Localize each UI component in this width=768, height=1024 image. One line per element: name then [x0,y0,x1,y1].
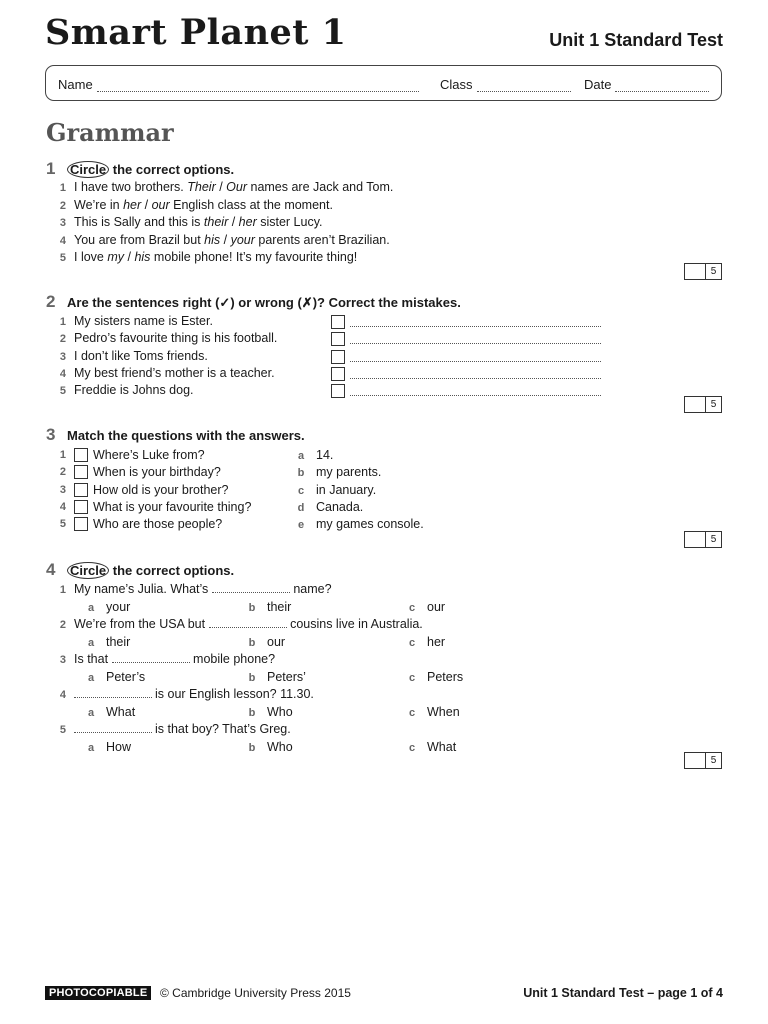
option-text: When [427,704,460,719]
text-after: sister Lucy. [256,215,323,229]
option-1[interactable]: Their [187,180,216,194]
item-text: I don’t like Toms friends. [74,348,208,363]
option-letter: b [248,636,256,649]
item-text [74,652,275,666]
exercise-item [56,366,275,380]
answer-letter: d [297,501,305,514]
text-after: name? [293,582,332,596]
score-max: 5 [710,266,717,277]
instruction-text: the correct options. [109,162,235,177]
exercise-number: 2 [46,292,56,311]
item-number: 2 [59,619,66,631]
class-line [477,80,571,92]
exercise-item [56,349,208,363]
name-label: Name [58,77,93,92]
separator: / [215,180,227,194]
checkbox[interactable] [331,315,345,329]
item-number: 5 [59,385,66,398]
score-max: 5 [710,534,717,545]
option-2[interactable]: her [238,215,257,229]
text-before: You are from Brazil but [74,232,205,247]
answer-line[interactable] [350,333,601,344]
score-box[interactable] [684,752,722,769]
answer-text: my games console. [316,517,424,532]
answer-text: 14. [316,448,334,462]
answer-option[interactable] [86,600,130,614]
option-text: Peters [427,669,464,684]
option-text: your [106,599,131,614]
item-number: 4 [59,689,66,701]
exercise-item [56,233,390,247]
item-number: 1 [59,316,66,328]
answer-option[interactable] [407,635,445,649]
answer-option[interactable] [407,705,460,719]
score-max: 5 [710,755,717,766]
text-after: cousins live in Australia. [290,617,423,631]
question-item [56,500,251,514]
answer-line[interactable] [350,351,601,362]
exercise-item [56,331,277,345]
item-text: My best friend’s mother is a teacher. [74,365,275,380]
answer-line[interactable] [350,368,601,379]
name-line [97,80,419,92]
option-text: our [427,599,446,614]
section-title: Grammar [46,118,174,147]
answer-option[interactable] [86,740,131,754]
option-text: What [106,704,136,719]
item-number: 4 [59,367,66,380]
item-number: 1 [59,182,66,194]
question-item [56,483,228,497]
question-text: Where’s Luke from? [93,448,205,462]
text-after: English class at the moment. [169,197,333,212]
option-letter: b [248,706,256,719]
item-number: 1 [59,449,66,461]
score-max: 5 [710,399,717,410]
item-number: 5 [59,724,66,736]
exercise-number: 1 [46,159,56,178]
option-letter: c [408,671,416,684]
exercise-item [56,383,194,397]
text-before: Is that [74,652,109,666]
date-line [615,80,709,92]
option-letter: c [408,741,416,754]
class-field[interactable] [440,77,571,92]
option-1[interactable]: her [123,197,142,212]
option-letter: a [87,671,95,684]
text-before: We’re from the USA but [74,617,206,631]
exercise-item [56,198,333,212]
item-number: 1 [59,584,66,596]
option-text: What [427,739,457,754]
separator: / [124,250,135,264]
blank-line[interactable] [74,688,152,698]
item-text: Pedro’s favourite thing is his football. [74,331,278,346]
exercise-item [56,617,423,631]
option-1[interactable]: their [203,215,229,229]
text-before: My name’s Julia. What’s [74,582,209,596]
score-box[interactable] [684,263,722,280]
copyright: © Cambridge University Press 2015 [160,986,351,1000]
exercise-item [56,652,275,666]
option-text: Peters’ [267,669,306,684]
blank-line[interactable] [209,618,287,628]
text-before: This is Sally and this is [74,215,204,229]
answer-letter: e [297,519,305,532]
option-text: her [427,634,446,649]
option-letter: a [87,741,95,754]
match-box[interactable] [74,448,88,462]
separator: / [228,215,239,229]
answer-text: in January. [316,482,377,497]
item-number: 2 [59,333,66,346]
exercise-instruction: Match the questions with the answers. [67,428,305,443]
item-text [74,582,332,596]
text-before: We’re in [74,197,124,212]
unit-title: Unit 1 Standard Test [549,30,723,50]
option-letter: c [408,636,416,649]
item-number: 3 [59,483,66,496]
item-number: 5 [59,252,66,264]
option-2[interactable]: your [230,232,255,247]
answer-option[interactable] [407,670,463,684]
match-box[interactable] [74,483,88,497]
text-after: parents aren’t Brazilian. [254,232,390,247]
exercise-item [56,314,213,328]
item-number: 3 [59,654,66,666]
question-item [56,517,222,531]
text-before: I love [74,250,108,264]
question-text: Who are those people? [93,517,223,532]
name-field[interactable] [58,77,419,92]
exercise-instruction [67,563,234,578]
answer-text: my parents. [316,465,382,480]
option-letter: b [248,601,256,614]
text-after: is our English lesson? 11.30. [155,687,314,701]
score-box[interactable] [684,531,722,548]
item-text [74,180,393,194]
answer-option[interactable] [86,705,135,719]
checkbox[interactable] [331,367,345,381]
answer-text: Canada. [316,499,364,514]
item-text [74,250,357,264]
circle-word: Circle [67,562,109,579]
answer-letter: c [297,484,305,497]
checkbox[interactable] [331,332,345,346]
item-text: My sisters name is Ester. [74,314,213,328]
option-text: Peter’s [106,669,146,684]
match-box[interactable] [74,517,88,531]
item-text [74,722,291,736]
photocopiable-badge: PHOTOCOPIABLE [45,986,151,1000]
student-info-box [45,65,722,101]
exercise-item [56,250,357,264]
option-2[interactable]: our [151,197,170,212]
option-text: our [267,634,286,649]
exercise-item [56,215,323,229]
exercise-instruction [67,162,234,177]
question-item [56,465,221,479]
answer-item [296,448,333,462]
item-text: Freddie is Johns dog. [74,383,194,398]
option-letter: a [87,601,95,614]
answer-line[interactable] [350,316,601,327]
answer-option[interactable] [247,635,285,649]
exercise-item [56,687,314,701]
separator: / [141,197,152,212]
checkbox[interactable] [331,350,345,364]
instruction-text: the correct options. [109,563,235,578]
question-item [56,448,205,462]
text-after: is that boy? That’s Greg. [155,722,291,736]
answer-option[interactable] [86,635,130,649]
text-before: I have two brothers. [74,180,188,194]
question-text: When is your birthday? [93,465,221,480]
option-letter: c [408,601,416,614]
answer-option[interactable] [86,670,145,684]
page-indicator: Unit 1 Standard Test – page 1 of 4 [523,986,723,1000]
text-after: mobile phone? [193,652,276,666]
question-text: What is your favourite thing? [93,499,252,514]
circle-word: Circle [67,161,109,178]
class-label: Class [440,77,473,92]
item-text [74,215,323,229]
blank-line[interactable] [112,653,190,663]
item-number: 3 [59,217,66,229]
item-text [74,198,333,212]
date-field[interactable] [584,77,709,92]
option-letter: b [248,741,256,754]
text-after: names are Jack and Tom. [247,180,394,194]
item-number: 4 [59,500,66,513]
text-after: mobile phone! It’s my favourite thing! [150,250,358,264]
item-number: 5 [59,518,66,531]
item-text [74,617,423,631]
answer-letter: a [297,450,305,462]
exercise-number: 3 [46,425,56,444]
checkbox[interactable] [331,384,345,398]
option-text: Who [267,739,293,754]
exercise-instruction: Are the sentences right (✓) or wrong (✗)? Correct the mistakes. [67,295,461,310]
answer-option[interactable] [247,705,293,719]
match-box[interactable] [74,465,88,479]
date-label: Date [584,77,612,92]
option-letter: b [248,671,256,684]
option-text: Who [267,704,293,719]
match-box[interactable] [74,500,88,514]
score-box[interactable] [684,396,722,413]
answer-item [296,483,376,497]
option-2[interactable]: his [134,250,151,264]
blank-line[interactable] [212,583,290,593]
exercise-item [56,582,332,596]
item-text [74,233,390,247]
separator: / [220,232,231,247]
item-number: 3 [59,350,66,363]
answer-line[interactable] [350,385,601,396]
answer-option[interactable] [247,670,306,684]
answer-option[interactable] [247,740,293,754]
blank-line[interactable] [74,723,152,733]
answer-option[interactable] [407,740,456,754]
option-letter: a [87,706,95,719]
option-1[interactable]: his [204,232,221,247]
option-1[interactable]: my [107,250,125,264]
item-number: 2 [59,199,66,212]
answer-option[interactable] [407,600,445,614]
option-text: their [106,634,131,649]
exercise-item [56,722,291,736]
option-text: How [106,739,132,754]
answer-option[interactable] [247,600,291,614]
answer-item [296,500,363,514]
answer-item [296,517,424,531]
item-text [74,687,314,701]
item-number: 2 [59,466,66,479]
option-letter: a [87,636,95,649]
answer-item [296,465,381,479]
page-title: Smart Planet 1 [45,12,347,53]
answer-letter: b [297,467,305,480]
question-text: How old is your brother? [93,482,229,497]
exercise-item [56,180,393,194]
option-letter: c [408,706,416,719]
option-2[interactable]: Our [226,180,248,194]
exercise-number: 4 [46,560,56,579]
option-text: their [267,599,292,614]
item-number: 4 [59,234,66,247]
